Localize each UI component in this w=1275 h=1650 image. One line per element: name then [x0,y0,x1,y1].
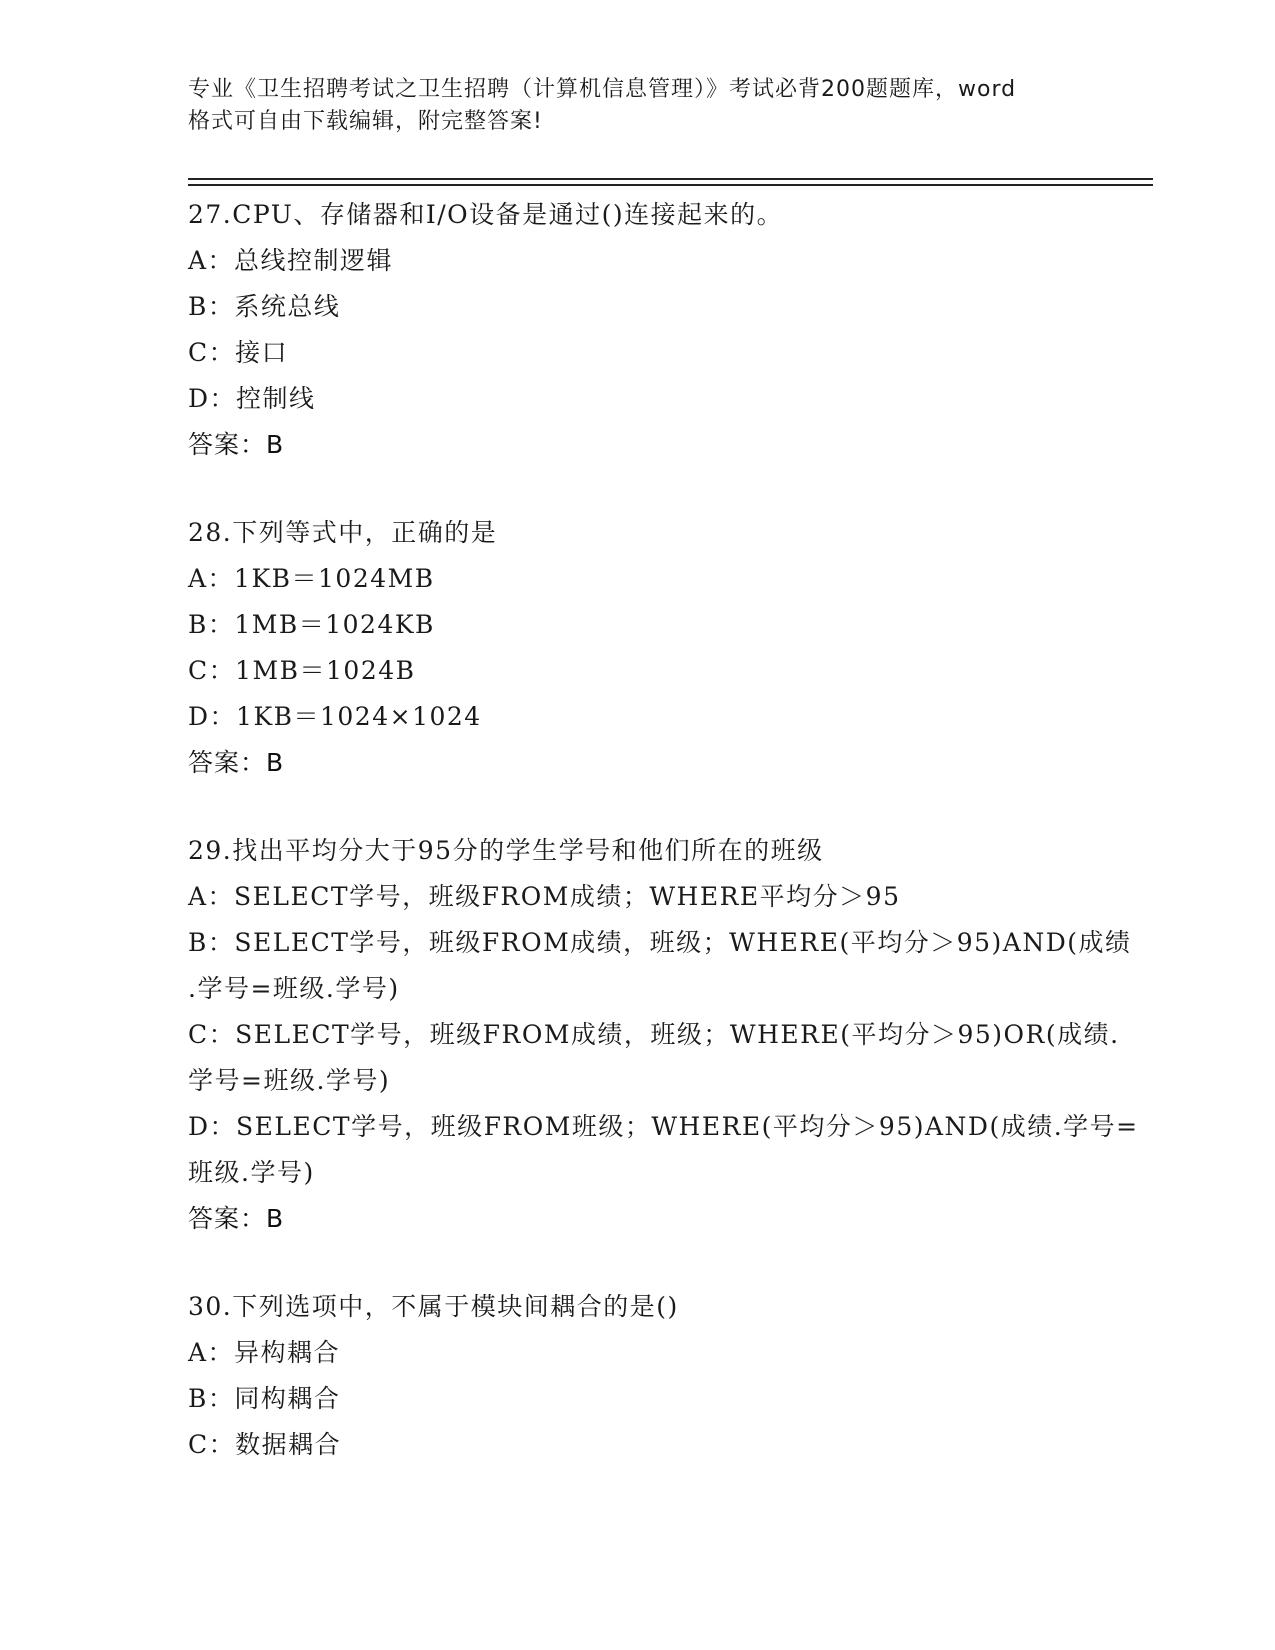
option-b-line-2: .学号=班级.学号) [188,974,400,1003]
question-30 [188,1284,1118,1468]
question-27 [188,192,1118,468]
question-stem: 29.找出平均分大于95分的学生学号和他们所在的班级 [188,836,824,865]
option-d: D：控制线 [188,384,316,413]
answer-label: 答案：B [188,430,285,459]
question-stem: 27.CPU、存储器和I/O设备是通过()连接起来的。 [188,200,784,229]
answer-label: 答案：B [188,1204,285,1233]
header-line-2: 格式可自由下载编辑，附完整答案! [188,109,543,134]
option-d-line-2: 班级.学号) [188,1158,315,1187]
header-divider-bottom [188,184,1153,186]
question-list [188,192,1139,1510]
option-b-line-1: B：SELECT学号，班级FROM成绩，班级；WHERE(平均分＞95)AND(成绩 [188,928,1132,957]
question-29 [188,828,1139,1242]
question-stem: 28.下列等式中，正确的是 [188,518,498,547]
option-a: A：1KB＝1024MB [188,564,435,593]
option-a: A：SELECT学号，班级FROM成绩；WHERE平均分＞95 [188,882,901,911]
question-stem: 30.下列选项中，不属于模块间耦合的是() [188,1292,679,1321]
option-b: B：同构耦合 [188,1384,341,1413]
option-b: B：1MB＝1024KB [188,610,435,639]
option-c-line-1: C：SELECT学号，班级FROM成绩，班级；WHERE(平均分＞95)OR(成绩. [188,1020,1120,1049]
option-c: C：1MB＝1024B [188,656,416,685]
option-d: D：1KB＝1024×1024 [188,702,482,731]
header-divider-top [188,178,1153,180]
header-line-1: 专业《卫生招聘考试之卫生招聘（计算机信息管理）》考试必背200题题库，word [188,77,1017,102]
option-c: C：数据耦合 [188,1430,342,1459]
option-c: C：接口 [188,338,289,367]
question-28 [188,510,1118,786]
option-d-line-1: D：SELECT学号，班级FROM班级；WHERE(平均分＞95)AND(成绩.学号= [188,1112,1139,1141]
option-a: A：总线控制逻辑 [188,246,394,275]
option-a: A：异构耦合 [188,1338,341,1367]
answer-label: 答案：B [188,748,285,777]
option-b: B：系统总线 [188,292,341,321]
option-c-line-2: 学号=班级.学号) [188,1066,391,1095]
document-header [188,74,1088,138]
